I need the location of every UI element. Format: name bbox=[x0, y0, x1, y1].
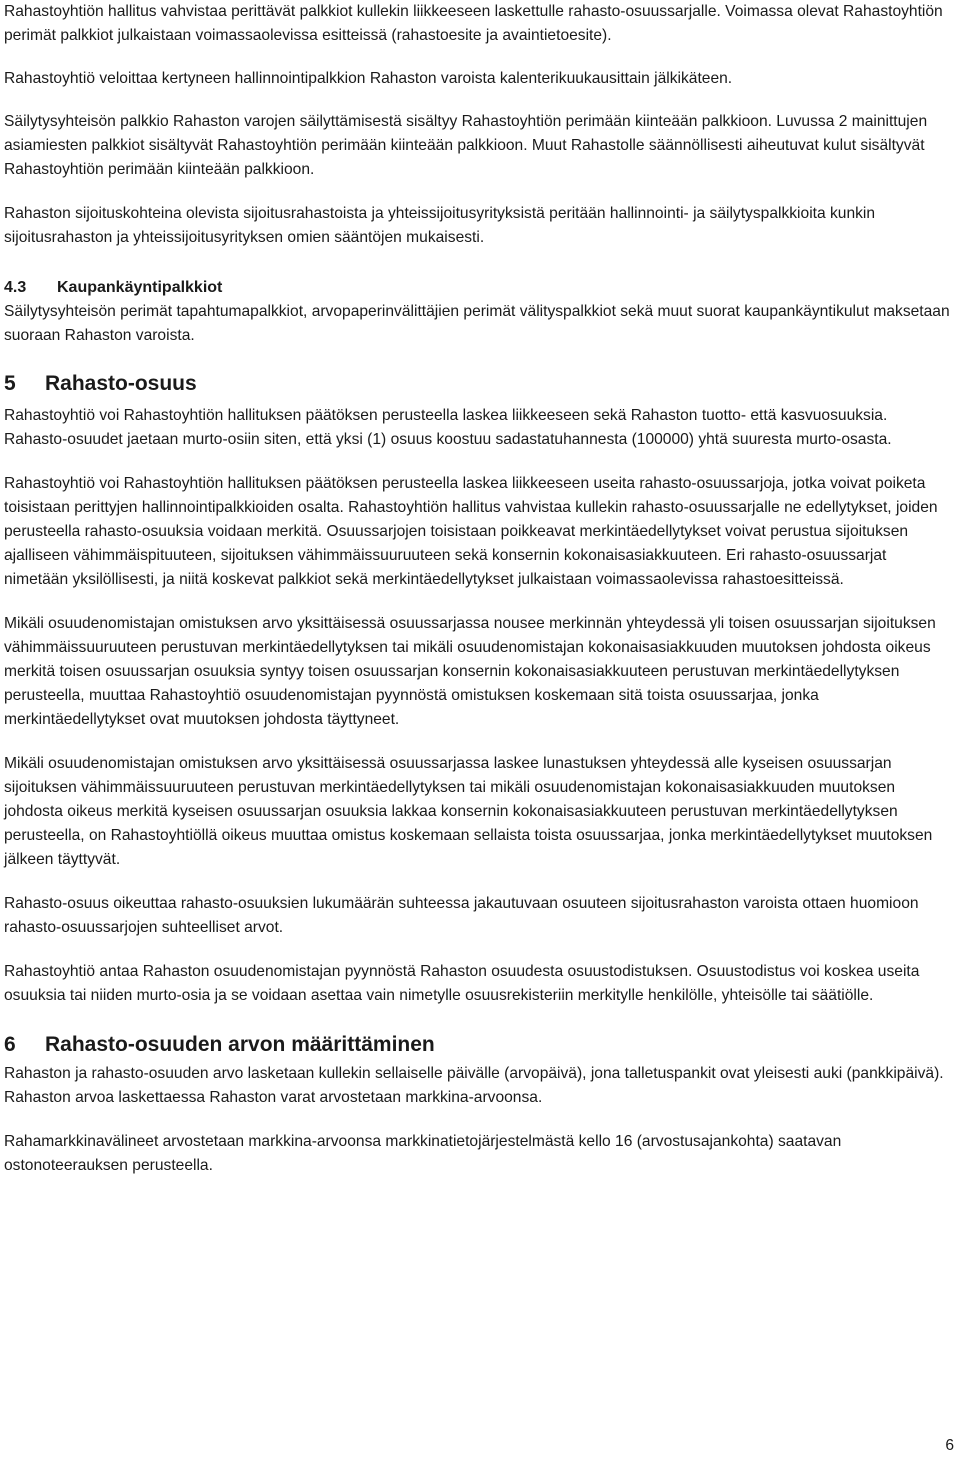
section-title: Rahasto-osuuden arvon määrittäminen bbox=[45, 1033, 435, 1056]
page-number: 6 bbox=[945, 1437, 954, 1454]
section-heading-5 bbox=[4, 370, 950, 398]
paragraph-fees-approval: Rahastoyhtiön hallitus vahvistaa perittävät palkkiot kullekin liikkeeseen laskettulle rahasto-osuussarjalle. Voimassa olevat Rahastoyhtiön perimät palkkiot julkaistaan voimassaolevissa esitteissä (rahastoesite ja avaintietoesite). bbox=[4, 3, 943, 44]
paragraph-fund-units: Rahastoyhtiö voi Rahastoyhtiön hallituksen päätöksen perusteella laskea liikkeeseen sekä Rahaston tuotto- että kasvuosuuksia. Rahasto-osuudet jaetaan murto-osiin siten, että yksi (1) osuus koostuu sadastatuhannesta (100000) yhtä suuresta murto-osasta. bbox=[4, 407, 892, 448]
section-heading-4-3 bbox=[4, 276, 950, 300]
paragraph-valuation-day: Rahaston ja rahasto-osuuden arvo lasketaan kullekin sellaiselle päivälle (arvopäivä), jona talletuspankit ovat yleisesti auki (pankkipäivä). Rahaston arvoa laskettaessa Rahaston varat arvostetaan markkina-arvoonsa. bbox=[4, 1065, 944, 1106]
paragraph-unit-certificate: Rahastoyhtiö antaa Rahaston osuudenomistajan pyynnöstä Rahaston osuudesta osuustodistuksen. Osuustodistus voi koskea useita osuuksia tai niiden murto-osia ja se voidaan asettaa vain nimetylle osuusrekisteriin merkitylle henkilölle, yhteisölle tai säätiölle. bbox=[4, 963, 920, 1004]
section-title: Kaupankäyntipalkkiot bbox=[57, 279, 223, 296]
document-page bbox=[4, 0, 950, 1178]
section-number: 5 bbox=[4, 372, 16, 395]
paragraph-series-downgrade: Mikäli osuudenomistajan omistuksen arvo yksittäisessä osuussarjassa laskee lunastuksen yhteydessä alle kyseisen osuussarjan sijoituksen vähimmäissuuruuteen perustuvan merkintäedellytyksen tai mikäli osuudenomistajan kokonaisasiakkuuden muutoksen johdosta oikeus merkitä kyseisen osuussarjan osuuksia lakkaa konsernin kokonaisasiakkuuteen perustuvan merkintäedellytyksen perusteella, on Rahastoyhtiöllä oikeus muuttaa omistus koskemaan sellaista toista osuussarjaa, jonka merkintäedellytykset muutoksen jälkeen täyttyvät. bbox=[4, 755, 933, 868]
paragraph-unit-series: Rahastoyhtiö voi Rahastoyhtiön hallituksen päätöksen perusteella laskea liikkeeseen useita rahasto-osuussarjoja, jotka voivat poiketa toisistaan perittyjen hallinnointipalkkioiden osalta. Rahastoyhtiön hallitus vahvistaa kullekin rahasto-osuussarjalle ne edellytykset, joiden perusteella rahasto-osuuksia voidaan merkitä. Osuussarjojen toisistaan poikkeavat merkintäedellytykset voivat perustua sijoituksen ajalliseen vähimmäispituuteen, sijoituksen vähimmäissuuruuteen sekä konsernin kokonaisasiakkuuteen. Eri rahasto-osuussarjat nimetään yksilöllisesti, ja niitä koskevat palkkiot sekä merkintäedellytykset julkaistaan voimassaolevissa rahastoesitteissä. bbox=[4, 475, 938, 588]
paragraph-target-fund-fees: Rahaston sijoituskohteina olevista sijoitusrahastoista ja yhteissijoitusyrityksistä peritään hallinnointi- ja säilytyspalkkioita kunkin sijoitusrahaston ja yhteissijoitusyrityksen omien sääntöjen mukaisesti. bbox=[4, 205, 876, 246]
section-heading-6 bbox=[4, 1031, 950, 1059]
paragraph-series-upgrade: Mikäli osuudenomistajan omistuksen arvo yksittäisessä osuussarjassa nousee merkinnän yhteydessä yli toisen osuussarjan sijoituksen vähimmäissuuruuteen perustuvan merkintäedellytyksen tai mikäli osuudenomistajan kokonaisasiakkuuden muutoksen johdosta oikeus merkitä toisen osuussarjan osuuksia syntyy toisen osuussarjan konsernin kokonaisasiakkuuteen perustuvan merkintäedellytyksen perusteella, muuttaa Rahastoyhtiö osuudenomistajan pyynnöstä omistuksen koskemaan sitä toista osuussarjaa, jonka merkintäedellytykset ovat muutoksen johdosta täyttyneet. bbox=[4, 615, 936, 728]
paragraph-custodian-fee: Säilytysyhteisön palkkio Rahaston varojen säilyttämisestä sisältyy Rahastoyhtiön perimään kiinteään palkkioon. Luvussa 2 mainittujen asiamiesten palkkiot sisältyvät Rahastoyhtiön perimään kiinteään palkkioon. Muut Rahastolle säännöllisesti aiheutuvat kulut sisältyvät Rahastoyhtiön perimään kiinteään palkkioon. bbox=[4, 113, 928, 178]
section-number: 6 bbox=[4, 1033, 16, 1056]
paragraph-money-market-valuation: Rahamarkkinavälineet arvostetaan markkina-arvoonsa markkinatietojärjestelmästä kello 16 (arvostusajankohta) saatavan ostonoteerauksen perusteella. bbox=[4, 1133, 842, 1174]
paragraph-trading-fees: Säilytysyhteisön perimät tapahtumapalkkiot, arvopaperinvälittäjien perimät välityspalkkiot sekä muut suorat kaupankäyntikulut maksetaan suoraan Rahaston varoista. bbox=[4, 303, 950, 344]
paragraph-management-fee: Rahastoyhtiö veloittaa kertyneen hallinnointipalkkion Rahaston varoista kalenterikuukausittain jälkikäteen. bbox=[4, 70, 733, 87]
section-number: 4.3 bbox=[4, 279, 27, 296]
section-title: Rahasto-osuus bbox=[45, 372, 197, 395]
paragraph-unit-entitlement: Rahasto-osuus oikeuttaa rahasto-osuuksien lukumäärän suhteessa jakautuvaan osuuteen sijoitusrahaston varoista ottaen huomioon rahasto-osuussarjojen suhteelliset arvot. bbox=[4, 895, 919, 936]
